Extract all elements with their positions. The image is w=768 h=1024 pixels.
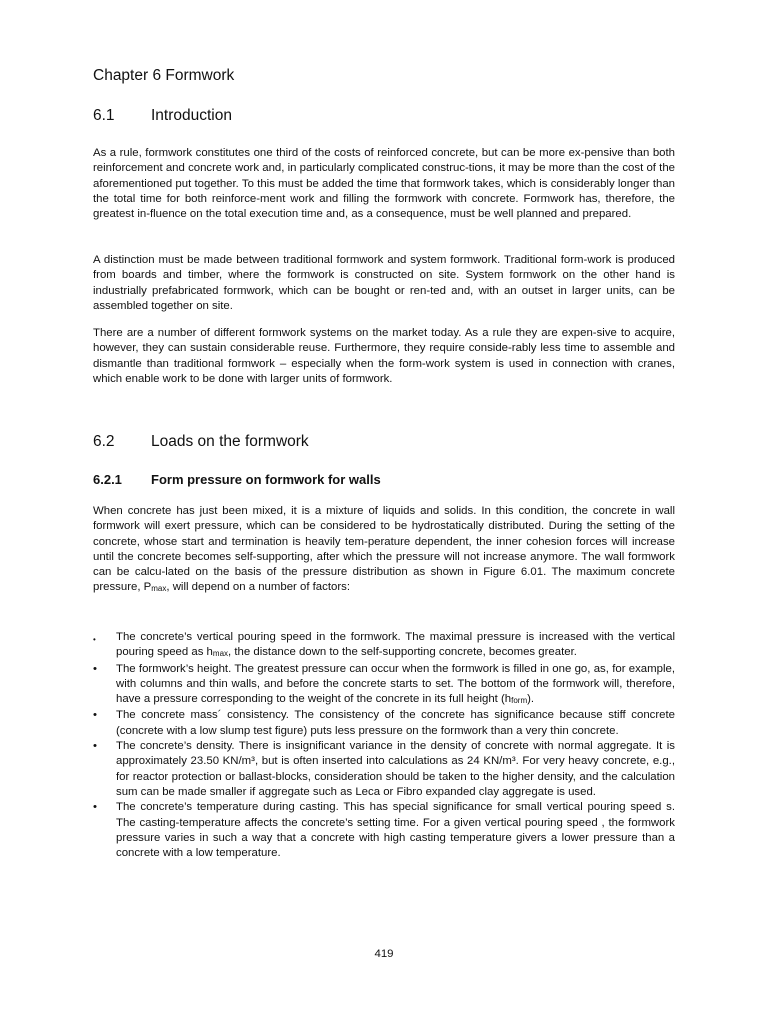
list-item-text-end: ). xyxy=(527,693,535,706)
section-title: Loads on the formwork xyxy=(151,433,309,450)
paragraph-text-end: , will depend on a number of factors: xyxy=(166,581,350,594)
list-item-text: The concrete’s density. There is insignificant variance in the density of concrete with normal aggregate. It is approximately 23.50 KN/m³, but is often inserted into calculations as 24 KN/m³. For very heavy concrete, e.g., for reactor protection or ballast-blocks, consideration should be taken to the higher density, and the calculation sum can be made smaller if aggregate such as Leca or Fibro expanded clay aggregate is used. xyxy=(116,740,675,798)
subsection-heading-form-pressure xyxy=(93,472,381,487)
list-item-text: The concrete mass´ consistency. The consistency of the concrete has significance because stiff concrete (concrete with a low slump test figure) puts less pressure on the formwork than a very thin concrete. xyxy=(116,709,675,737)
list-item xyxy=(93,708,675,739)
bullet-marker: • xyxy=(93,709,97,722)
bullet-marker: • xyxy=(93,635,96,644)
bullet-marker: • xyxy=(93,740,97,753)
section-number: 6.1 xyxy=(93,107,115,124)
intro-paragraph-1: As a rule, formwork constitutes one third of the costs of reinforced concrete, but can be more ex-pensive than both reinforcement and concrete work and, in particularly complicated construc-tions, it may be more than the cost of the aforementioned put together. To this must be added the time that formwork takes, which is considerably longer than the total time for both reinforce-ment work and filling the formwork with concrete. Formwork has, therefore, the greatest in-fluence on the total execution time and, as a consequence, must be well planned and prepared. xyxy=(93,147,675,221)
section-heading-loads xyxy=(93,433,309,451)
subscript-form: form xyxy=(511,696,528,706)
list-item xyxy=(93,739,675,800)
section-heading-introduction xyxy=(93,107,232,125)
factors-list xyxy=(93,630,675,861)
list-item xyxy=(93,800,675,861)
intro-paragraph-3: There are a number of different formwork systems on the market today. As a rule they are expen-sive to acquire, however, they can sustain considerable reuse. Furthermore, they require conside-rably less time to assemble and dismantle than traditional formwork – especially when the form-work system is used in connection with cranes, which enable work to be done with larger units of formwork. xyxy=(93,327,675,385)
list-item xyxy=(93,630,675,662)
subsection-number: 6.2.1 xyxy=(93,472,122,487)
list-item-text: The concrete’s temperature during casting. This has special significance for small vertical pouring speed s. The casting-temperature affects the concrete’s setting time. For a given vertical pouring speed , the formwork pressure varies in such a way that a concrete with high casting temperature givers a lower pressure than a concrete with a low temperature. xyxy=(116,801,675,860)
list-item-text: The formwork’s height. The greatest pressure can occur when the formwork is filled in one go, as, for example, with columns and thin walls, and before the concrete starts to set. The bottom of the formwork will, therefore, have a pressure corresponding to the weight of the concrete in its full height (h xyxy=(116,662,675,706)
subsection-title: Form pressure on formwork for walls xyxy=(151,472,381,487)
list-item-text-end: , the distance down to the self-supporting concrete, becomes greater. xyxy=(228,646,577,659)
subscript-max: max xyxy=(151,584,167,594)
subscript-max: max xyxy=(212,649,229,659)
section-title: Introduction xyxy=(151,107,232,124)
bullet-marker: • xyxy=(93,801,97,814)
page-number: 419 xyxy=(374,948,394,960)
intro-paragraph-2: A distinction must be made between traditional formwork and system formwork. Traditional form-work is produced from boards and timber, where the formwork is constructed on site. System formwork on the other hand is industrially prefabricated formwork, which can be bought or ren-ted and, with an outset in larger units, can be assembled together on site. xyxy=(93,254,675,312)
section-number: 6.2 xyxy=(93,433,115,450)
list-item xyxy=(93,662,675,709)
bullet-marker: • xyxy=(93,662,97,675)
paragraph-text: When concrete has just been mixed, it is a mixture of liquids and solids. In this condition, the concrete in wall formwork will exert pressure, which can be considered to be hydrostatically distributed. During the setting of the concrete, whose start and termination is heavily tem-perature dependent, the inner cohesion forces will increase until the concrete becomes self-supporting, after which the pressure will not increase anymore. The wall formwork can be calcu-lated on the basis of the pressure distribution as shown in Figure 6.01. The maximum concrete pressure, P xyxy=(93,505,675,594)
form-pressure-paragraph xyxy=(93,504,675,597)
list-item-text: The concrete’s vertical pouring speed in the formwork. The maximal pressure is increased with the vertical pouring speed as h xyxy=(116,631,675,659)
chapter-title: Chapter 6 Formwork xyxy=(93,67,235,84)
